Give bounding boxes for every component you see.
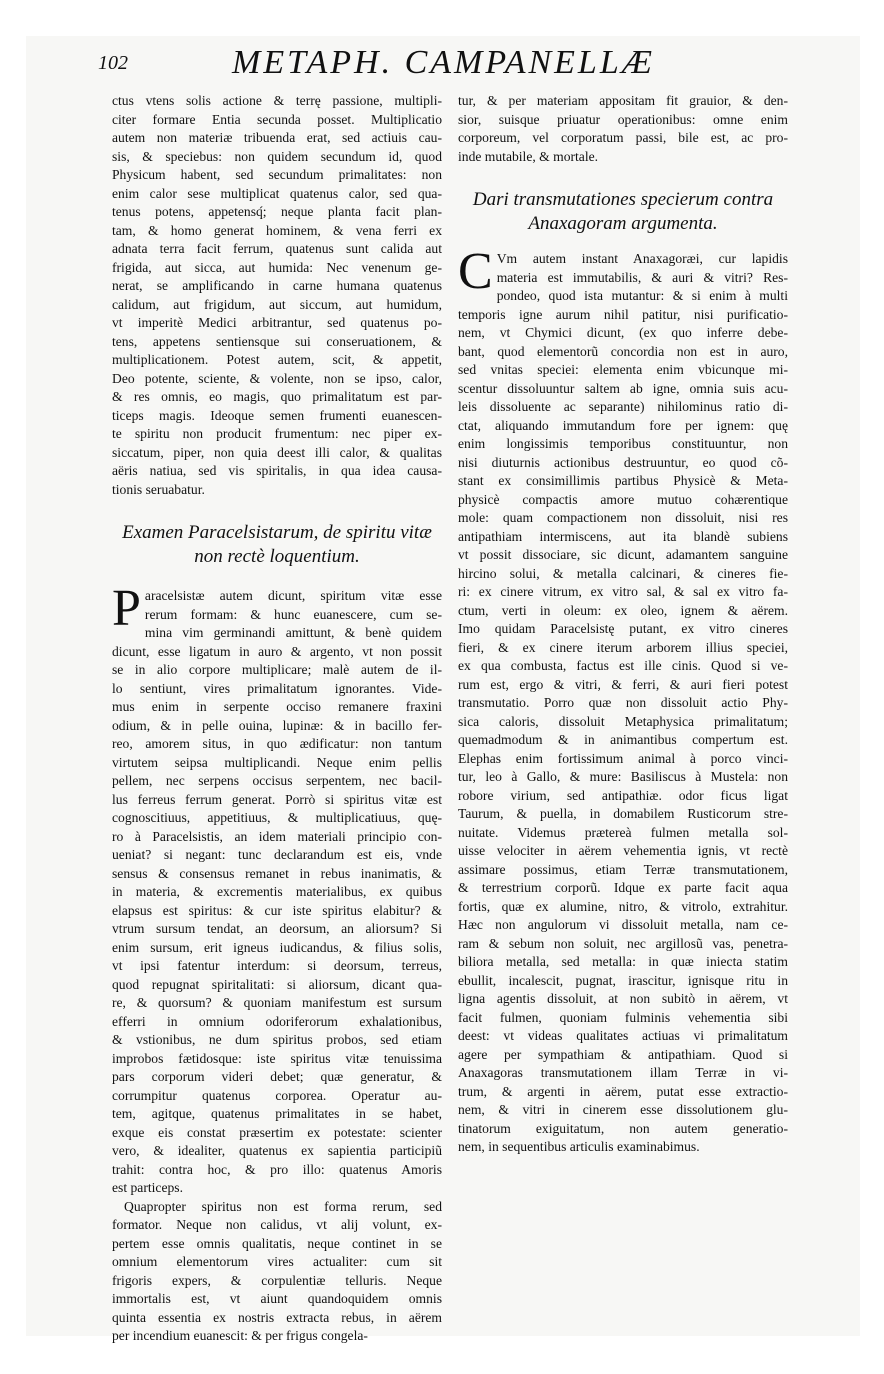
page-number: 102 [98, 52, 128, 74]
left-column [112, 92, 442, 1346]
text-line: hircino solui, & metalla calcinari, & cineres fie- [458, 565, 788, 581]
text-line: virtutem seipsa multiplicandi. Neque enim pellis [112, 754, 442, 770]
text-line: frigida, aut sicca, aut humida: Nec venenum ge- [112, 259, 442, 275]
text-line: efferri in omnium odoriferorum exhalationibus, [112, 1013, 442, 1029]
text-line: quemadmodum & in animantibus compertum est. [458, 732, 788, 747]
right-column [458, 92, 788, 1157]
text-line: sior, suisque priuatur operationibus: omne enim [458, 111, 788, 127]
text-line: corrumpitur quatenus corporea. Operatur au- [112, 1087, 442, 1103]
text-line: nem, in sequentibus articulis examinabimus. [458, 1139, 700, 1154]
text-line: immortalis est, vt aiunt quandoquidem omnis [112, 1291, 442, 1306]
heading-line: Anaxagoram argumenta. [528, 213, 718, 234]
left-paragraph-3 [112, 1198, 442, 1346]
text-line: stant ex consimillimis partibus Physicè & Meta- [458, 473, 788, 488]
text-line: ram & sebum non soluit, nec argillosũ vas, penetra- [458, 935, 788, 951]
right-paragraph-2 [458, 243, 788, 1157]
text-line: enim sursum, erit igneus iudicandus, & filius solis, [112, 939, 442, 955]
text-line: se in alio corpore multiplicare; malè autem de il- [112, 662, 442, 677]
text-line: leis dissoluente ac separante) nihilominus ratio di- [458, 399, 788, 414]
text-line: Imo quidam Paracelsistę putant, ex vitro cineres [458, 621, 788, 636]
text-line: Hæc non angulorum vi dissoluit metalla, nam ce- [458, 917, 788, 932]
text-line: vt possit dissociare, sic dicunt, adamantem sanguine [458, 547, 788, 562]
text-line: Quapropter spiritus non est forma rerum, sed [124, 1198, 442, 1214]
text-line: fieri, & ex cinere iterum arborem illius speciei, [458, 639, 788, 655]
text-line: tens, appetens sentiensque sui conseruationem, & [112, 333, 442, 349]
text-line: aëris natiua, sed vis spiritalis, in qua idea causa- [112, 463, 442, 478]
left-paragraph-1 [112, 92, 442, 499]
text-line: calidum, aut frigidum, aut siccum, aut humidum, [112, 296, 442, 312]
text-line: corporeum, vel corporatum passi, bile est, ac pro- [458, 130, 788, 145]
right-paragraph-1 [458, 92, 788, 166]
text-line: assimare possimus, etiam Terræ transmutationem, [458, 861, 788, 877]
text-line: pondeo, quod ista mutantur: & si enim à multi [496, 288, 788, 303]
text-line: per incendium euanescit: & per frigus congela- [112, 1328, 368, 1343]
text-line: rum est, ergo & vitri, & ferri, & auri fieri potest [458, 676, 788, 692]
text-line: adnata terra facit ferrum, quatenus sunt calida aut [112, 241, 442, 256]
text-line: lus ferreus ferrum generat. Porrò si spiritus vitæ est [112, 791, 442, 807]
text-line: exque eis constat præsertim ex potestate: scienter [112, 1124, 442, 1140]
text-line: ro à Paracelsistis, an idem materiali principio con- [112, 828, 442, 844]
text-line: sed vnitas speciei: elementa enim vbicunque mi- [458, 362, 788, 377]
text-line: Physicum habent, sed secundum primalitates: non [112, 167, 442, 182]
text-line: antipathiam intermiscens, aut ita blandè subiens [458, 528, 788, 544]
text-line: inde mutabile, & mortale. [458, 148, 599, 164]
text-line: mus enim in serpente occiso remanere fraxini [112, 699, 442, 714]
text-line: pertem esse omnis qualitatis, neque continet in se [112, 1235, 442, 1251]
text-line: nuitate. Videmus prætereà fulmen metalla sol- [458, 824, 788, 840]
text-line: nerat, se amplificando in carne humana quatenus [112, 278, 442, 293]
text-line: deest: vt videas qualitates actiuas vi primalitatum [458, 1028, 788, 1043]
text-line: in materia, & excrementis materialibus, ex quibus [112, 884, 442, 899]
text-line: sica caloris, dissoluit Metaphysica primalitatum; [458, 713, 788, 729]
text-line: vero, & idealiter, quatenus ex sapientia participiũ [112, 1143, 442, 1158]
text-line: trahit: contra hoc, & pro illo: quatenus Amoris [112, 1161, 442, 1177]
text-line: tam, & homo generat hominem, & vena ferri ex [112, 222, 442, 238]
text-line: ligna agentis dissoluit, at non subitò in aërem, vt [458, 991, 788, 1006]
text-line: aracelsistæ autem dicunt, spiritum vitæ esse [144, 588, 442, 603]
text-line: reo, amorem situs, in quo ædificatur: non tantum [112, 736, 442, 751]
text-line: enim longissimis temporibus constituuntur, non [458, 436, 788, 451]
text-line: cognoscitiuus, appetitiuus, & multiplicatiuus, quę- [112, 810, 442, 825]
text-line: tem, agitque, quatenus primalitates in se habet, [112, 1106, 442, 1121]
text-line: frigoris expers, & corpulentiæ telluris. Neque [112, 1272, 442, 1288]
text-line: tur, leo à Gallo, & mure: Basiliscus à Mustela: non [458, 769, 788, 784]
text-line: physicè compactis amore mutuo cohærentique [458, 491, 788, 507]
text-line: agere per sympathiam & antipathiam. Quod si [458, 1046, 788, 1062]
text-line: ebullit, incalescit, pugnat, irascitur, ignisque ritu in [458, 972, 788, 988]
text-line: bant, quod elementorũ concordia non est in auro, [458, 343, 788, 359]
text-line: mole: quam compactionem non dissoluit, nisi res [458, 510, 788, 525]
text-line: odium, & in pelle ouina, lupinæ: & in bacillo fer- [112, 717, 442, 733]
text-line: ri: ex cinere vitrum, ex vitro sal, & sal ex vitro fa- [458, 584, 788, 599]
text-line: ctus vtens solis actione & terrę passione, multipli- [112, 93, 442, 108]
text-line: facit fulmen, quoniam fulminis vehementia sibi [458, 1009, 788, 1025]
text-line: autem non materiæ tribuenda erat, sed actiuis cau- [112, 130, 442, 145]
text-line: elapsus est spiritus: & cur iste spiritus elabitur? & [112, 902, 442, 918]
text-line: sensus & consensus remanet in rebus inanimatis, & [112, 865, 442, 881]
text-line: tionis seruabatur. [112, 481, 205, 497]
text-line: mina vim germinandi amittunt, & benè quidem [144, 625, 442, 640]
text-line: tur, & per materiam appositam fit grauior, & den- [458, 93, 788, 108]
text-line: quinta essentia ex nostris extracta rebus, in aërem [112, 1309, 442, 1325]
text-line: tenus potens, appetensq́; neque planta facit plan- [112, 204, 442, 219]
text-line: vtrum sursum tendat, an deorsum, an aliorsum? Si [112, 921, 442, 936]
text-line: te spiritu non producit frumentum: nec piper ex- [112, 426, 442, 441]
text-line: Taurum, & puella, in domabilem Rusticorum stre- [458, 806, 788, 821]
text-line: transmutatio. Porro quæ non dissoluit actio Phy- [458, 695, 788, 710]
text-line: & res omnis, eo magis, quo primalitatum est par- [112, 389, 442, 404]
drop-capital: C [458, 243, 493, 300]
text-line: Elephas enim fortissimum animal à porco vinci- [458, 750, 788, 766]
text-line: uisse velociter in aërem vehementia ignis, vt rectè [458, 843, 788, 858]
text-line: sis, & speciebus: non quidem secundum id, quod [112, 148, 442, 164]
text-line: ex qua combusta, factus est ille cinis. Quod si ve- [458, 658, 788, 673]
text-line: ctat, aliquando immutandum fore per ignem: quę [458, 417, 788, 433]
text-line: tinatorum exiguitatum, non autem generatio- [458, 1120, 788, 1136]
text-line: biliora metalla, sed metalla: in quæ iniecta statim [458, 954, 788, 969]
text-line: quod repugnat spiritalitati: si aliorsum, dicant qua- [112, 976, 442, 992]
text-line: materia est immutabilis, & auri & vitri? Res- [496, 269, 788, 285]
heading-line: Dari transmutationes specierum contra [472, 189, 774, 210]
text-line: temporis igne aurum nihil patitur, nisi purificatio- [458, 306, 788, 322]
text-line: scentur dissoluuntur saltem ab igne, omnia suis acu- [458, 380, 788, 396]
text-line: lo sentiunt, vires primalitatum ignorantes. Vide- [112, 680, 442, 696]
text-line: pellem, nec serpens occisus serpentem, nec bacil- [112, 773, 442, 788]
text-line: est particeps. [112, 1180, 183, 1195]
text-line: vt imperitè Medici arbitrantur, sed quatenus po- [112, 315, 442, 330]
text-line: citer formare Entia secunda posset. Multiplicatio [112, 111, 442, 127]
heading-line: non rectè loquentium. [194, 546, 360, 567]
text-line: trum, & argenti in aërem, putat esse extractio- [458, 1083, 788, 1099]
text-line: ticeps magis. Ideoque semen frumenti euanescen- [112, 407, 442, 423]
running-title: METAPH. CAMPANELLÆ [232, 44, 655, 81]
text-line: improbos fætidosque: iste spiritus vitæ tenuissima [112, 1050, 442, 1066]
text-line: siccatum, piper, non quia deest illi calor, & qualitas [112, 444, 442, 460]
text-line: enim calor sese multiplicat quatenus calor, sed qua- [112, 185, 442, 201]
text-line: Vm autem instant Anaxagoræi, cur lapidis [496, 251, 788, 266]
text-line: pars corporum videri debet; quæ generatur, & [112, 1069, 442, 1084]
text-line: multiplicationem. Potest autem, scit, & appetit, [112, 352, 442, 367]
text-line: re, & quorsum? & quoniam manifestum est sursum [112, 995, 442, 1010]
text-line: robore virium, sed antipathiæ. odor ficus ligat [458, 787, 788, 803]
text-line: ueniat? si negant: tunc declarandum est eis, vnde [112, 847, 442, 862]
text-line: Anaxagoras transmutationem illam Terræ in vi- [458, 1065, 788, 1080]
text-line: formator. Neque non calidus, vt alij volunt, ex- [112, 1217, 442, 1232]
text-line: nem, & vitri in cinerem esse dissolutionem glu- [458, 1102, 788, 1117]
text-line: & vstionibus, ne dum spiritus probos, sed etiam [112, 1032, 442, 1047]
right-section-heading [458, 188, 788, 236]
text-line: nem, vt Chymici dicunt, (ex quo inferre debe- [458, 325, 788, 340]
text-line: nisi diuturnis actionibus destruuntur, eo quod cõ- [458, 454, 788, 470]
text-line: Deo potente, sciente, & volente, non se ipso, calor, [112, 370, 442, 386]
text-line: fortis, quæ ex alumine, nitro, & vitrolo, extrahitur. [458, 898, 788, 914]
heading-line: Examen Paracelsistarum, de spiritu vitæ [122, 522, 432, 543]
text-line: rerum formam: & hunc euanescere, cum se- [144, 606, 442, 622]
left-paragraph-2 [112, 580, 442, 1198]
drop-capital: P [112, 580, 141, 637]
text-line: vt ipsi fatentur interdum: si deorsum, terreus, [112, 958, 442, 973]
text-line: dicunt, esse ligatum in auro & argento, vt non possit [112, 643, 442, 659]
text-line: omnium elementorum vires actualiter: cum sit [112, 1254, 442, 1269]
text-line: ctum, verti in oleum: ex oleo, ignem & aërem. [458, 602, 788, 618]
left-section-heading [112, 521, 442, 569]
text-line: & terrestrium corporũ. Idque ex parte facit aqua [458, 880, 788, 895]
